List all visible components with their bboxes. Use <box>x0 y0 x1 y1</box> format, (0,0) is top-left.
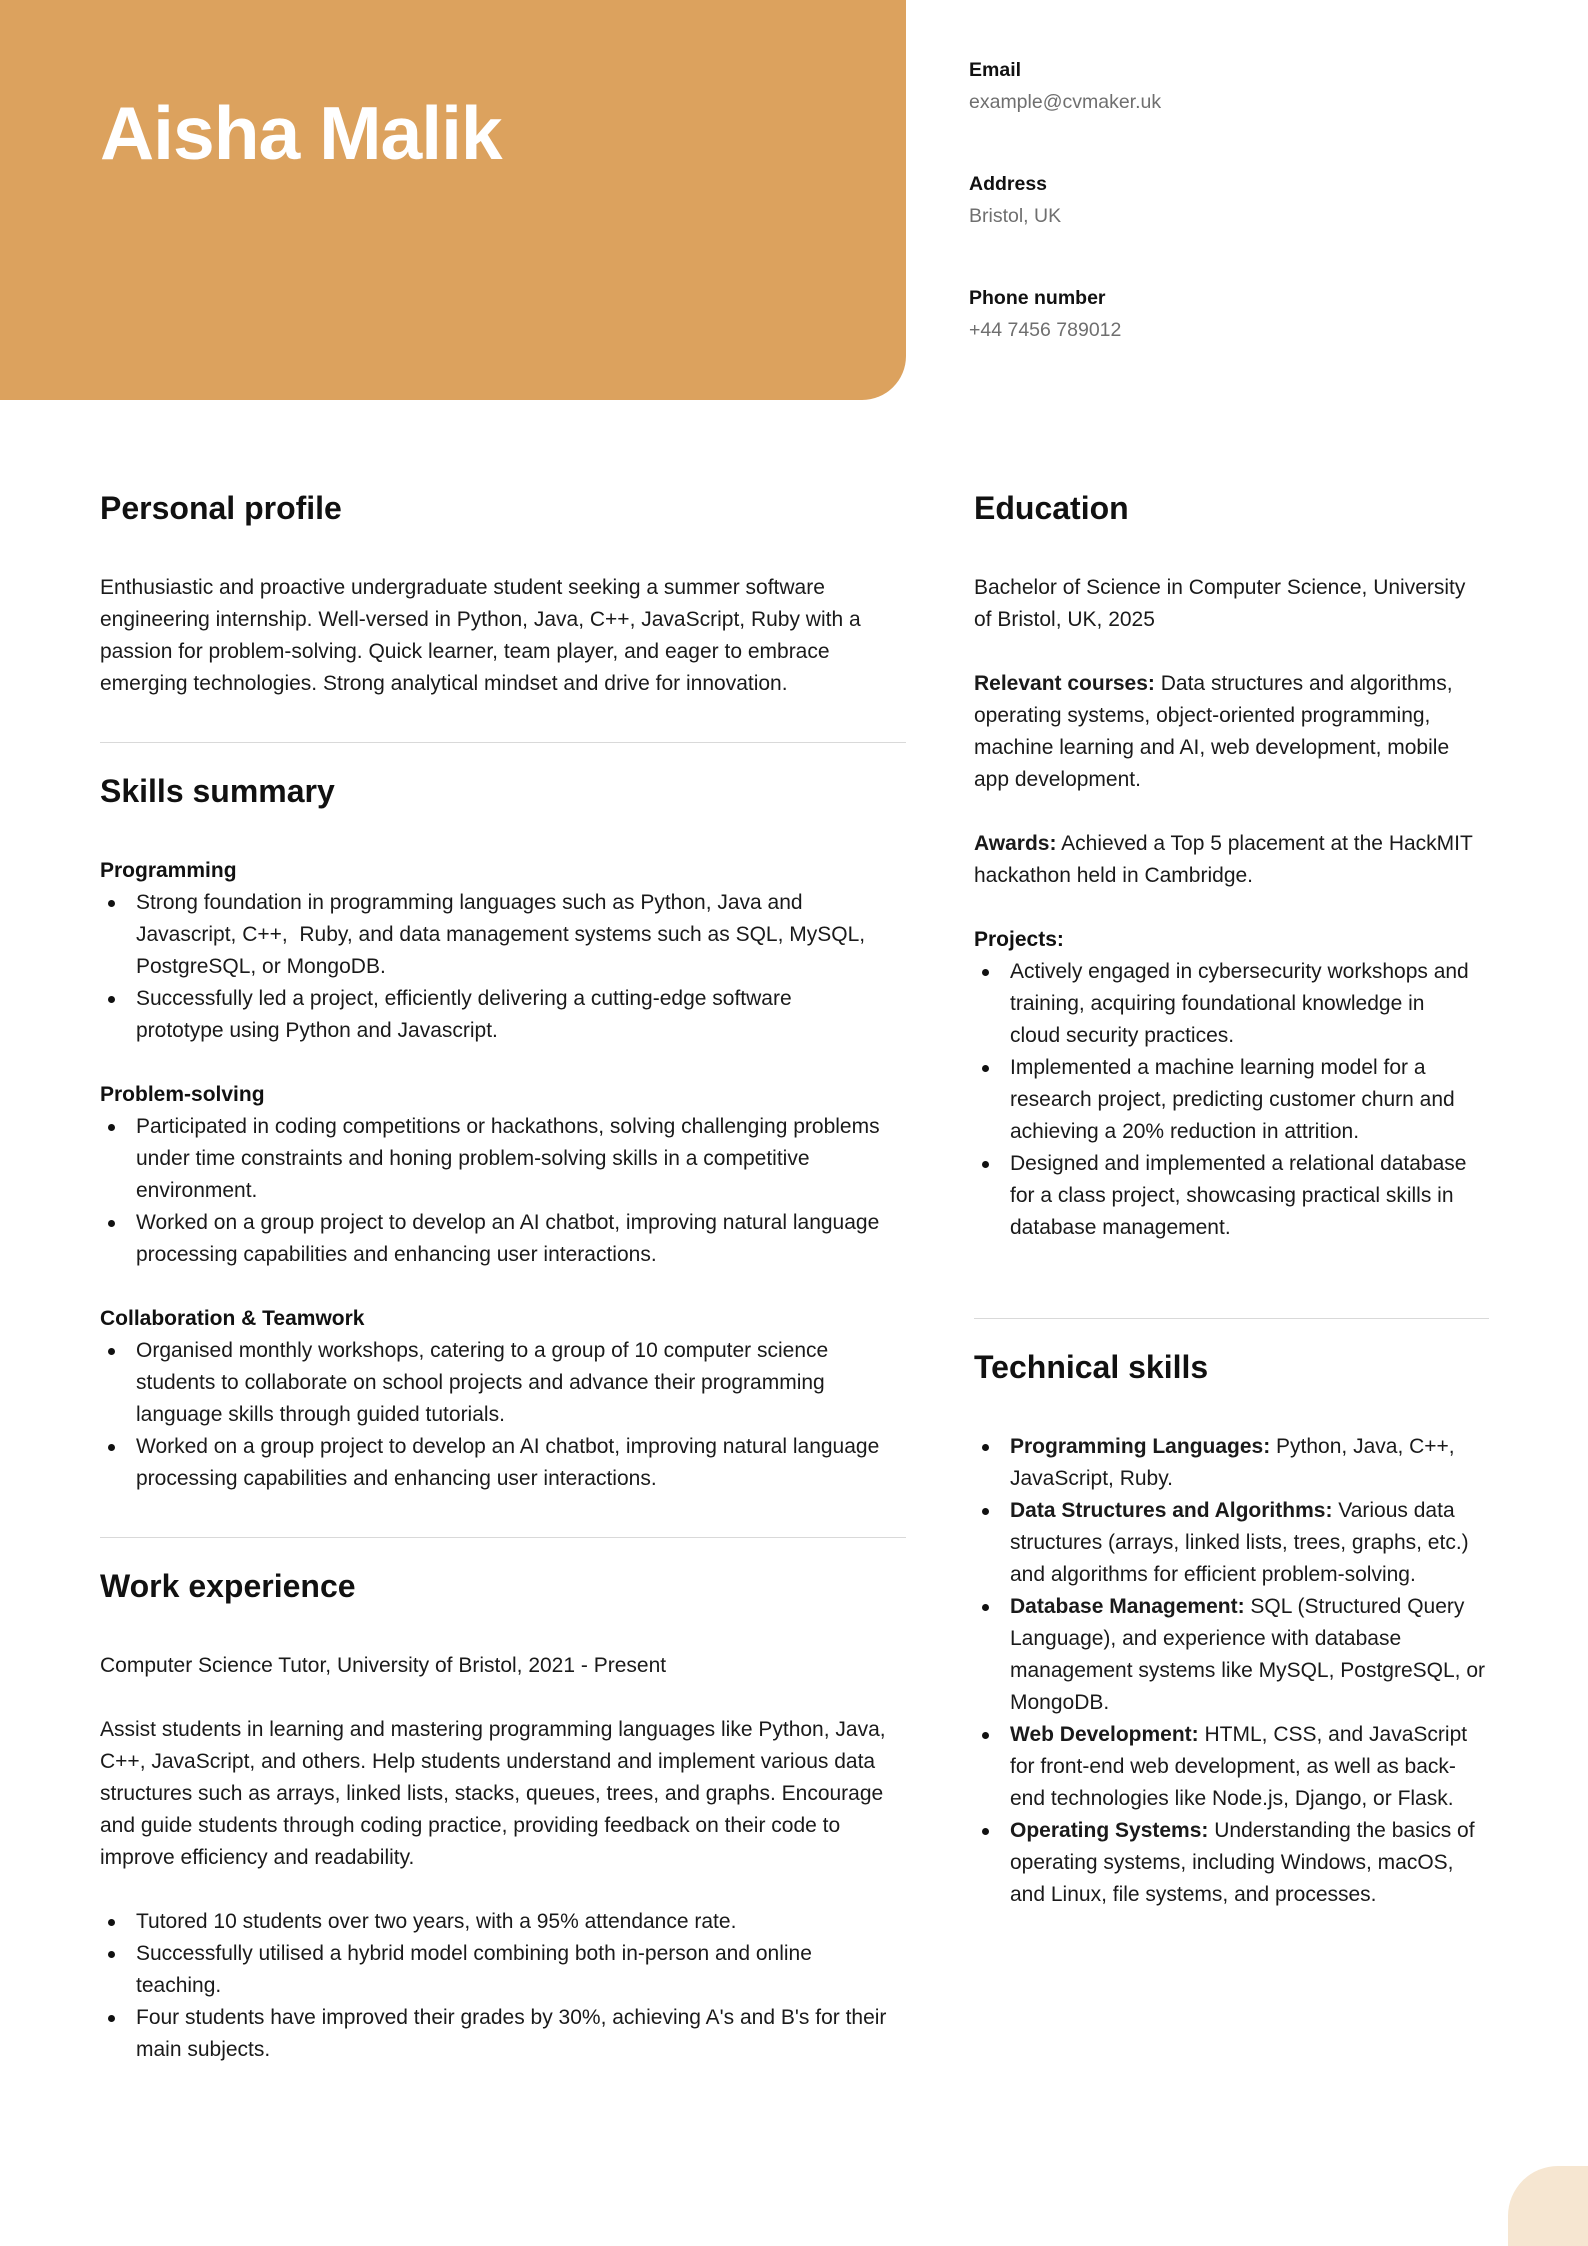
awards <box>974 828 1489 860</box>
list-item <box>136 1938 906 2002</box>
education-section <box>974 478 1489 1244</box>
text-line: database management. <box>1010 1216 1231 1239</box>
section-divider <box>100 742 906 743</box>
text-line: Strong foundation in programming languages such as Python, Java and <box>136 891 803 914</box>
section-title: Skills summary <box>100 773 335 809</box>
work-experience-section <box>100 1556 906 2066</box>
text-line: research project, predicting customer churn and <box>1010 1088 1455 1111</box>
text-line: Worked on a group project to develop an AI chatbot, improving natural language <box>136 1435 880 1458</box>
text-line: and guide students through coding practice, providing feedback on their code to <box>100 1814 841 1837</box>
list-item <box>1010 1591 1489 1719</box>
text-line: Worked on a group project to develop an AI chatbot, improving natural language <box>136 1211 880 1234</box>
text-line: students to collaborate on school projects and advance their programming <box>136 1371 825 1394</box>
text-line: cloud security practices. <box>1010 1024 1235 1047</box>
list-item <box>1010 956 1489 1052</box>
text-line: structures (arrays, linked lists, trees, graphs, etc.) <box>1010 1531 1469 1554</box>
text-line: processing capabilities and enhancing user interactions. <box>136 1243 657 1266</box>
text-line: processing capabilities and enhancing user interactions. <box>136 1467 657 1490</box>
text-line: Assist students in learning and mastering programming languages like Python, Java, <box>100 1718 886 1741</box>
contact-label: Phone number <box>969 287 1106 309</box>
text-line: achieving a 20% reduction in attrition. <box>1010 1120 1360 1143</box>
list-item <box>136 1207 906 1271</box>
text-line: main subjects. <box>136 2038 271 2061</box>
skill-group-heading: Programming <box>100 859 237 882</box>
job-role: Computer Science Tutor, University of Bristol, 2021 - Present <box>100 1654 667 1677</box>
right-column <box>974 478 1489 1911</box>
text-line: Python, Java, C++, <box>1270 1435 1455 1458</box>
list-item <box>136 983 906 1047</box>
list-item <box>136 887 906 983</box>
contact-label: Address <box>969 173 1048 195</box>
text-line: Participated in coding competitions or hackathons, solving challenging problems <box>136 1115 880 1138</box>
text-line: Enthusiastic and proactive undergraduate student seeking a summer software <box>100 576 825 599</box>
inline-label: Relevant courses: <box>974 672 1155 695</box>
text-line: prototype using Python and Javascript. <box>136 1019 498 1042</box>
inline-label: Awards: <box>974 832 1057 855</box>
text-line: for a class project, showcasing practical skills in <box>1010 1184 1454 1207</box>
work-body <box>100 1650 906 2066</box>
text-line: Tutored 10 students over two years, with a 95% attendance rate. <box>136 1910 737 1933</box>
section-divider <box>974 1318 1489 1319</box>
section-divider <box>100 1537 906 1538</box>
relevant-courses <box>974 668 1489 700</box>
section-title: Education <box>974 490 1129 526</box>
contact-email <box>969 54 1161 118</box>
text-line: JavaScript, Ruby. <box>1010 1467 1174 1490</box>
text-line: Successfully led a project, efficiently delivering a cutting-edge software <box>136 987 792 1010</box>
text-line: and algorithms for efficient problem-solving. <box>1010 1563 1416 1586</box>
text-line: Javascript, C++, Ruby, and data management systems such as SQL, MySQL, <box>136 923 866 946</box>
text-line: Achieved a Top 5 placement at the HackMIT <box>1056 832 1473 855</box>
text-line: structures such as arrays, linked lists, stacks, queues, trees, and graphs. Encourage <box>100 1782 884 1805</box>
section-title: Work experience <box>100 1568 356 1604</box>
education-body <box>974 572 1489 1244</box>
text-line: end technologies like Node.js, Django, or Flask. <box>1010 1787 1454 1810</box>
personal-profile-section <box>100 478 906 700</box>
projects-label: Projects: <box>974 928 1064 951</box>
text-line: Data structures and algorithms, <box>1154 672 1453 695</box>
skill-group-heading: Collaboration & Teamwork <box>100 1307 365 1330</box>
text-line: Language), and experience with database <box>1010 1627 1402 1650</box>
text-line: machine learning and AI, web development, mobile <box>974 736 1450 759</box>
skills-body <box>100 855 906 1495</box>
text-line: and Linux, file systems, and processes. <box>1010 1883 1377 1906</box>
list-item <box>1010 1495 1489 1591</box>
decorative-corner <box>1508 2166 1588 2246</box>
skills-summary-section <box>100 761 906 1495</box>
list-item <box>136 1335 906 1431</box>
contact-value: Bristol, UK <box>969 205 1062 227</box>
text-line: C++, JavaScript, and others. Help students understand and implement various data <box>100 1750 876 1773</box>
text-line: passion for problem-solving. Quick learner, team player, and eager to embrace <box>100 640 830 663</box>
text-line: operating systems, object-oriented programming, <box>974 704 1431 727</box>
text-line: app development. <box>974 768 1141 791</box>
skill-group-heading: Problem-solving <box>100 1083 265 1106</box>
profile-text <box>100 572 906 700</box>
header-banner <box>0 0 906 400</box>
text-line: SQL (Structured Query <box>1244 1595 1465 1618</box>
text-line: emerging technologies. Strong analytical mindset and drive for innovation. <box>100 672 788 695</box>
text-line: improve efficiency and readability. <box>100 1846 415 1869</box>
text-line: operating systems, including Windows, macOS, <box>1010 1851 1454 1874</box>
text-line: management systems like MySQL, PostgreSQL, or <box>1010 1659 1486 1682</box>
text-line: language skills through guided tutorials. <box>136 1403 505 1426</box>
text-line: MongoDB. <box>1010 1691 1110 1714</box>
text-line: Actively engaged in cybersecurity workshops and <box>1010 960 1469 983</box>
contact-label: Email <box>969 59 1022 81</box>
text-line: HTML, CSS, and JavaScript <box>1198 1723 1468 1746</box>
list-item <box>136 2002 906 2066</box>
text-line: Four students have improved their grades by 30%, achieving A's and B's for their <box>136 2006 887 2029</box>
job-description <box>100 1714 906 1874</box>
technical-body <box>974 1431 1489 1911</box>
text-line: of Bristol, UK, 2025 <box>974 608 1155 631</box>
text-line: Designed and implemented a relational database <box>1010 1152 1467 1175</box>
text-line: environment. <box>136 1179 258 1202</box>
list-item <box>136 1906 906 1938</box>
list-item <box>1010 1148 1489 1244</box>
skill-list <box>100 1111 906 1271</box>
text-line: PostgreSQL, or MongoDB. <box>136 955 386 978</box>
text-line: engineering internship. Well-versed in Python, Java, C++, JavaScript, Ruby with a <box>100 608 861 631</box>
contact-address <box>969 168 1061 232</box>
contact-phone <box>969 282 1121 346</box>
technical-skills-list <box>974 1431 1489 1911</box>
list-item <box>136 1111 906 1207</box>
achievement-list <box>100 1906 906 2066</box>
text-line: teaching. <box>136 1974 222 1997</box>
text-line: Understanding the basics of <box>1208 1819 1475 1842</box>
list-item <box>1010 1815 1489 1911</box>
list-item <box>1010 1431 1489 1495</box>
inline-label: Operating Systems: <box>1010 1819 1209 1842</box>
contact-value: +44 7456 789012 <box>969 319 1122 341</box>
text-line: Various data <box>1332 1499 1455 1522</box>
skill-list <box>100 887 906 1047</box>
inline-label: Web Development: <box>1010 1723 1199 1746</box>
list-item <box>136 1431 906 1495</box>
projects-list <box>974 956 1489 1244</box>
list-item <box>1010 1052 1489 1148</box>
inline-label: Data Structures and Algorithms: <box>1010 1499 1333 1522</box>
inline-label: Database Management: <box>1010 1595 1245 1618</box>
section-title: Personal profile <box>100 490 342 526</box>
text-line: under time constraints and honing problem-solving skills in a competitive <box>136 1147 810 1170</box>
text-line: Implemented a machine learning model for a <box>1010 1056 1426 1079</box>
list-item <box>1010 1719 1489 1815</box>
section-title: Technical skills <box>974 1349 1209 1385</box>
left-column <box>100 478 906 2066</box>
technical-skills-section <box>974 1337 1489 1911</box>
text-line: Successfully utilised a hybrid model combining both in-person and online <box>136 1942 812 1965</box>
inline-label: Programming Languages: <box>1010 1435 1271 1458</box>
text-line: training, acquiring foundational knowledge in <box>1010 992 1425 1015</box>
text-line: Bachelor of Science in Computer Science, University <box>974 576 1466 599</box>
contact-value: example@cvmaker.uk <box>969 91 1162 113</box>
text-line: for front-end web development, as well as back- <box>1010 1755 1456 1778</box>
candidate-name: Aisha Malik <box>100 91 502 175</box>
text-line: Organised monthly workshops, catering to a group of 10 computer science <box>136 1339 829 1362</box>
text-line: hackathon held in Cambridge. <box>974 864 1254 887</box>
skill-list <box>100 1335 906 1495</box>
